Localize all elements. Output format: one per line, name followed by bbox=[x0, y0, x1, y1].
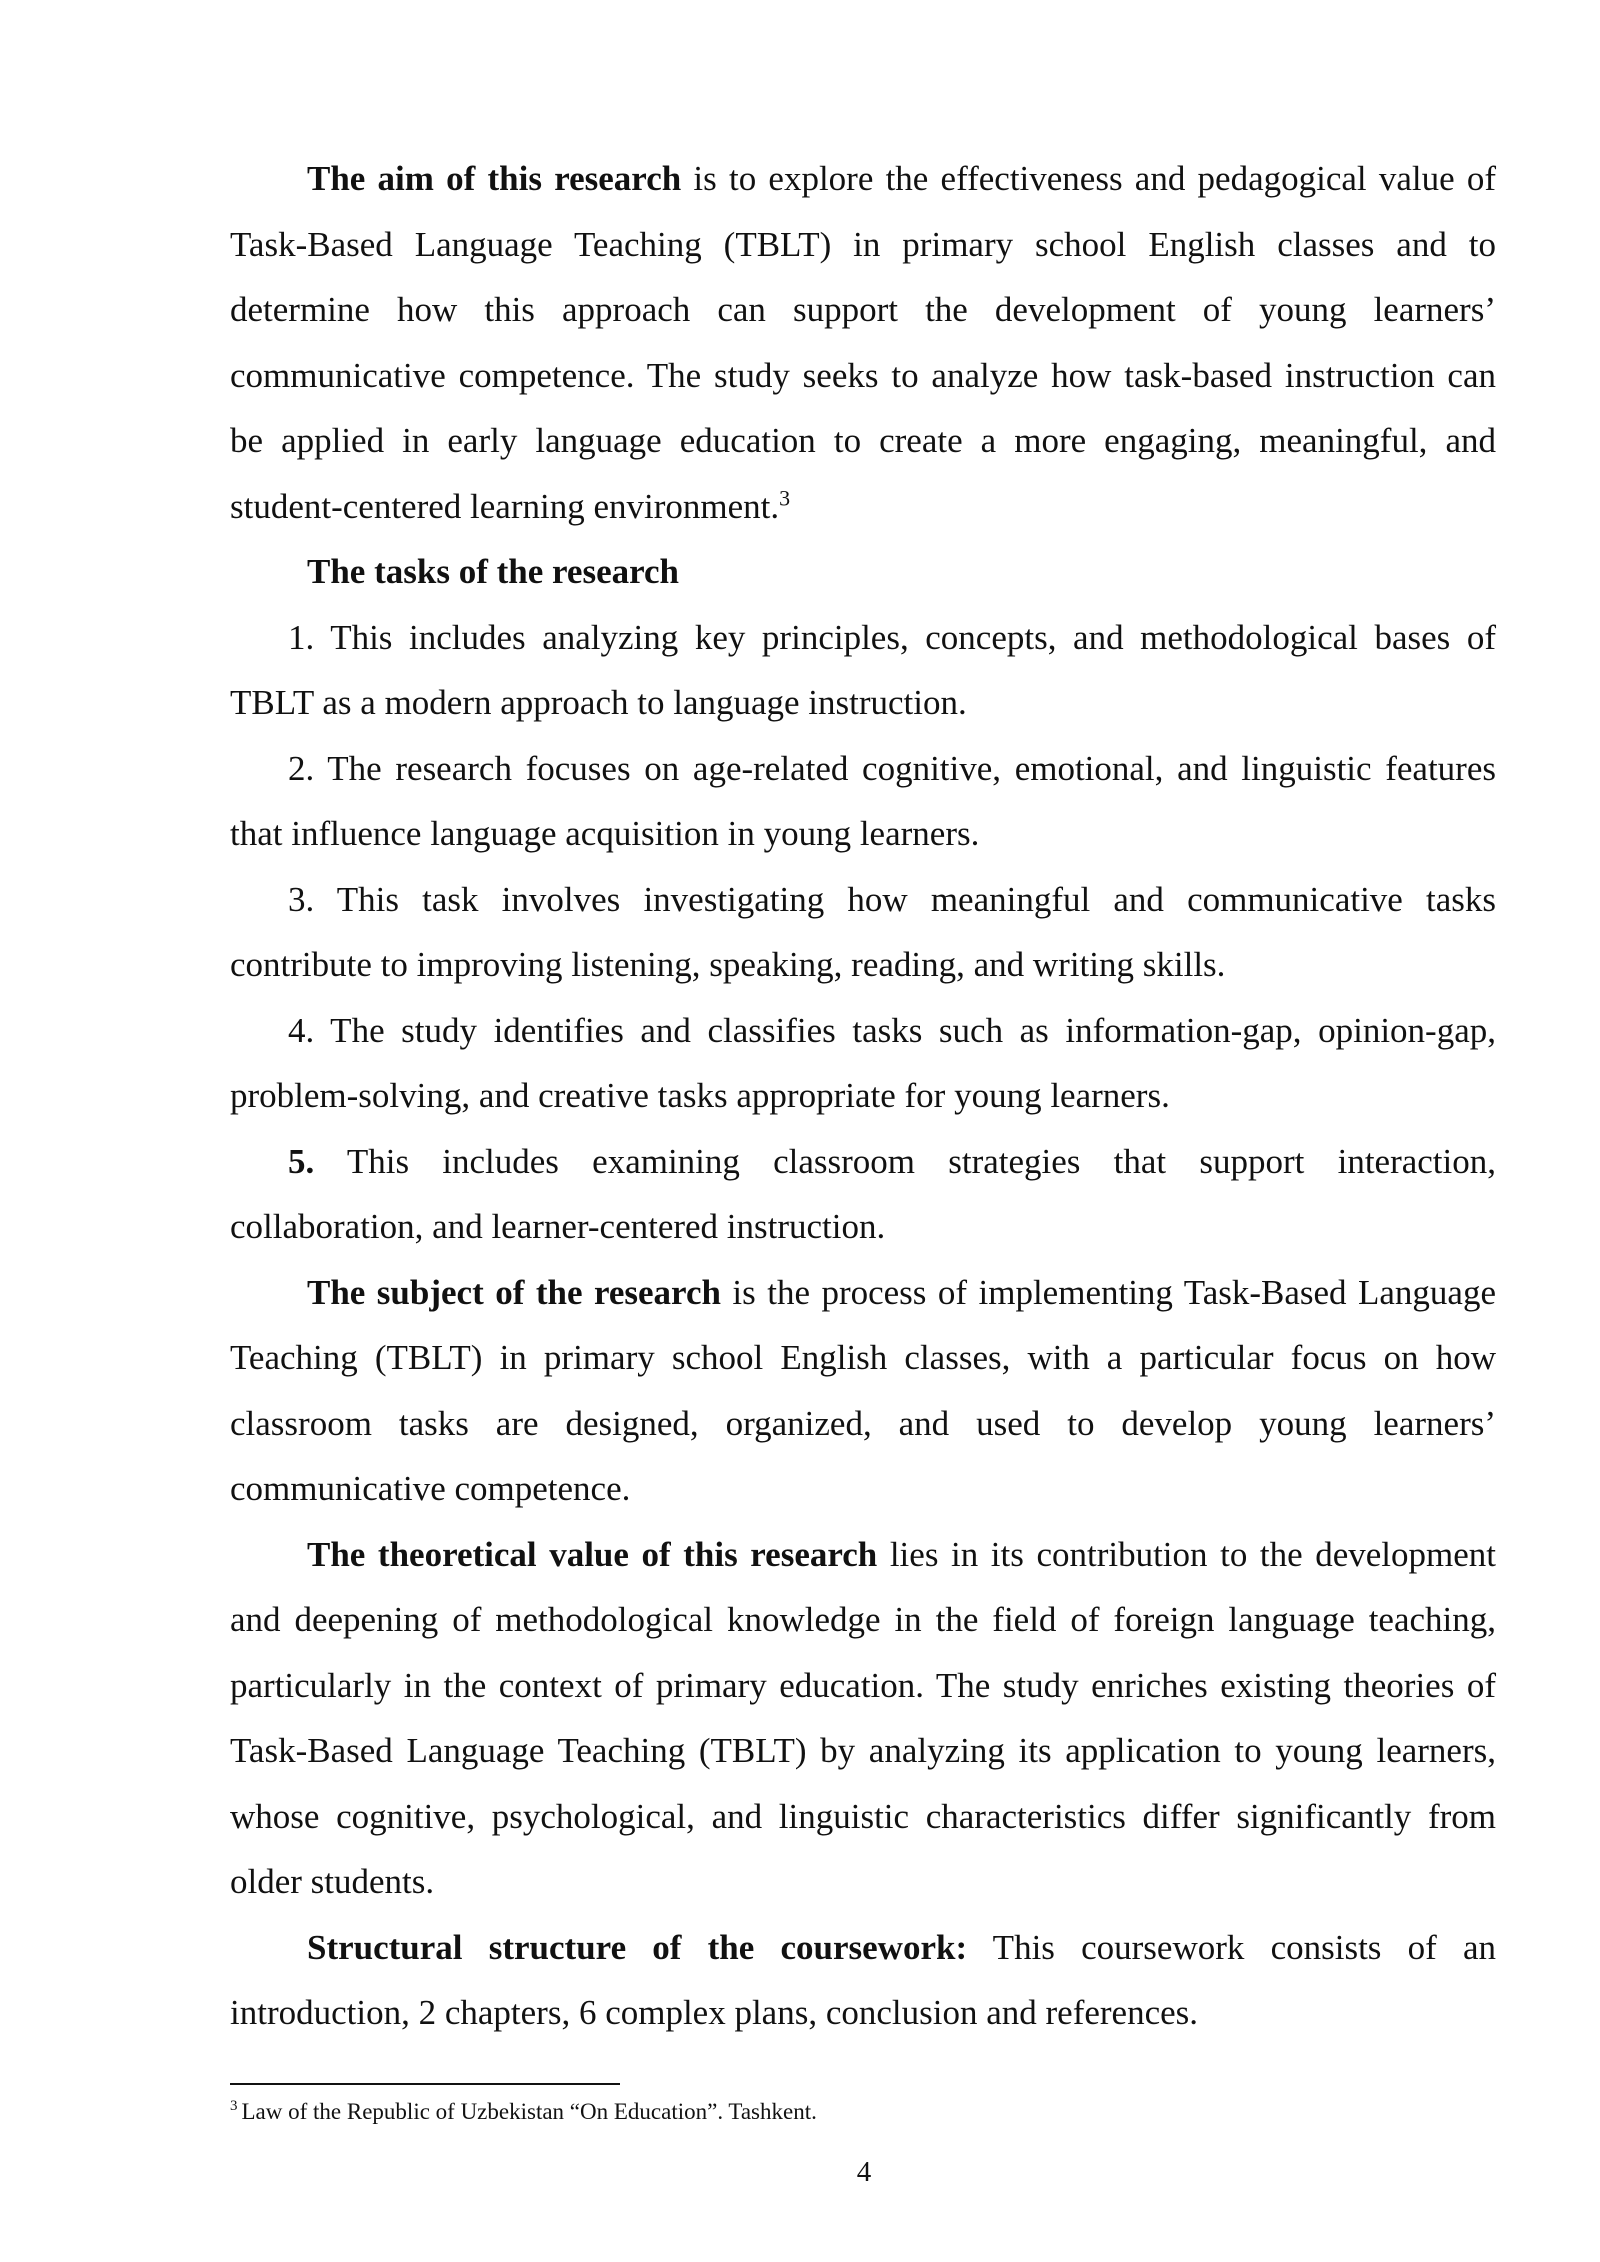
aim-lead: The aim of this research bbox=[307, 159, 682, 198]
task-item-4 bbox=[230, 998, 1496, 1129]
tasks-heading: The tasks of the research bbox=[307, 552, 680, 591]
footnote-reference[interactable]: 3 bbox=[779, 484, 791, 510]
structure-text: This coursework consists of an introduction, 2 chapters, 6 complex plans, conclusion and references. bbox=[230, 1927, 1497, 2032]
theoretical-value-lead: The theoretical value of this research bbox=[307, 1534, 878, 1574]
subject-paragraph bbox=[230, 1260, 1496, 1522]
task-text: This includes analyzing key principles, concepts, and methodological bases of TBLT as a modern approach to language instruction. bbox=[230, 617, 1496, 722]
footnote bbox=[230, 2094, 1496, 2130]
footnote-separator bbox=[230, 2083, 620, 2085]
subject-lead: The subject of the research bbox=[307, 1272, 721, 1312]
task-number: 5. bbox=[288, 1141, 315, 1181]
task-text: This task involves investigating how meaningful and communicative tasks contribute to improving listening, speaking, reading, and writing skills. bbox=[230, 879, 1496, 984]
footnote-text: Law of the Republic of Uzbekistan “On Education”. Tashkent. bbox=[241, 2099, 817, 2124]
task-number: 3. bbox=[288, 879, 315, 919]
task-number: 1. bbox=[288, 617, 315, 657]
task-item-3 bbox=[230, 867, 1496, 998]
page-number: 4 bbox=[856, 2156, 872, 2188]
task-text: The research focuses on age-related cognitive, emotional, and linguistic features that influence language acquisition in young learners. bbox=[230, 748, 1496, 853]
footnote-mark: 3 bbox=[230, 2098, 238, 2115]
aim-text: is to explore the effectiveness and pedagogical value of Task-Based Language Teaching (TBLT) in primary school English classes and to determine how this approach can support the development of young learners’ communicative competence. The study seeks to analyze how task-based instruction can be applied in early language education to create a more engaging, meaningful, and student-centered learning environment. bbox=[230, 159, 1497, 526]
theoretical-value-paragraph bbox=[230, 1522, 1496, 1915]
task-text: The study identifies and classifies tasks such as information-gap, opinion-gap, problem-solving, and creative tasks appropriate for young learners. bbox=[230, 1010, 1496, 1115]
structure-lead: Structural structure of the coursework: bbox=[307, 1927, 968, 1967]
task-item-2 bbox=[230, 736, 1496, 867]
page-body bbox=[230, 146, 1496, 2046]
task-number: 2. bbox=[288, 748, 315, 788]
task-text: This includes examining classroom strategies that support interaction, collaboration, and learner-centered instruction. bbox=[230, 1141, 1496, 1246]
structure-paragraph bbox=[230, 1915, 1496, 2046]
task-item-5 bbox=[230, 1129, 1496, 1260]
task-number: 4. bbox=[288, 1010, 315, 1050]
task-item-1 bbox=[230, 605, 1496, 736]
subject-text: is the process of implementing Task-Based Language Teaching (TBLT) in primary school English classes, with a particular focus on how classroom tasks are designed, organized, and used to develop young learners’ communicative competence. bbox=[230, 1272, 1496, 1508]
aim-paragraph bbox=[230, 146, 1496, 539]
theoretical-value-text: lies in its contribution to the development and deepening of methodological knowledge in the field of foreign language teaching, particularly in the context of primary education. The study enriches existing theories of Task-Based Language Teaching (TBLT) by analyzing its application to young learners, whose cognitive, psychological, and linguistic characteristics differ significantly from older students. bbox=[230, 1534, 1496, 1901]
